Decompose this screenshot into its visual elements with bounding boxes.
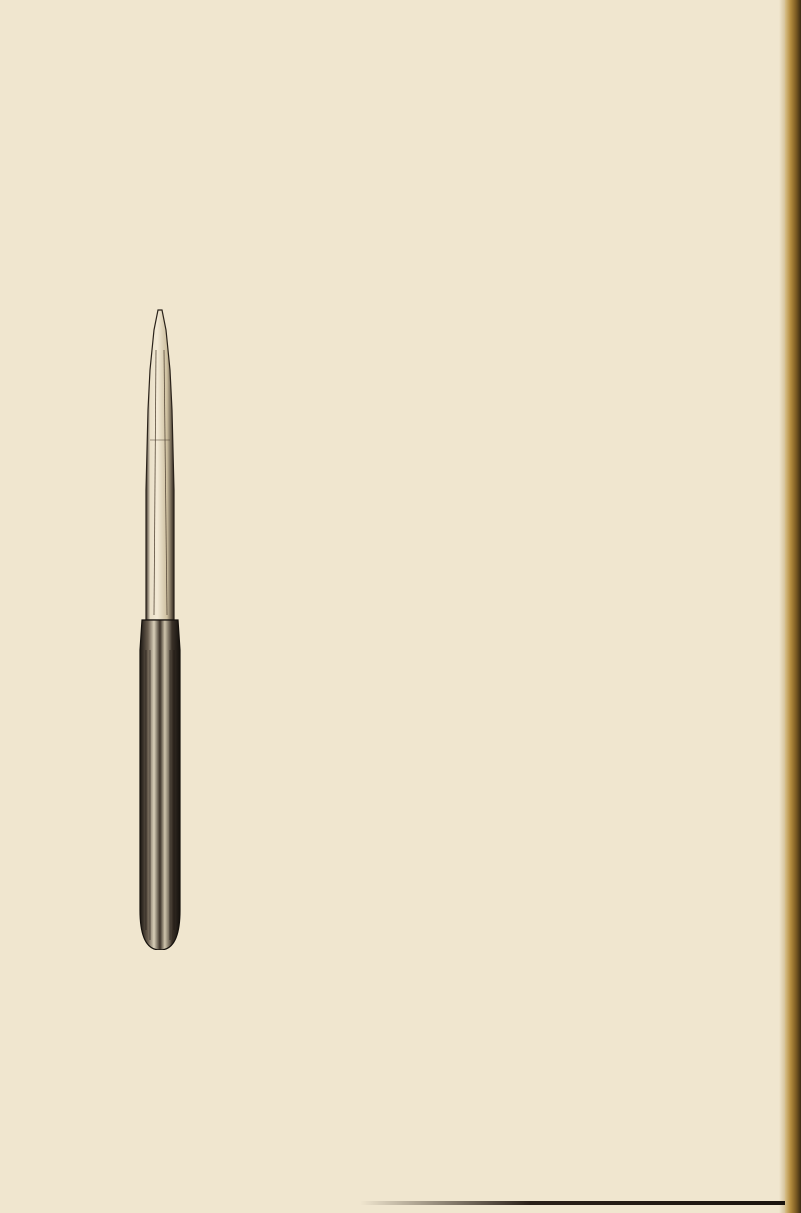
- page-edge: [785, 0, 801, 1213]
- figure-caption: [185, 340, 209, 710]
- running-head: [0, 84, 785, 114]
- bottom-rule: [360, 1201, 785, 1205]
